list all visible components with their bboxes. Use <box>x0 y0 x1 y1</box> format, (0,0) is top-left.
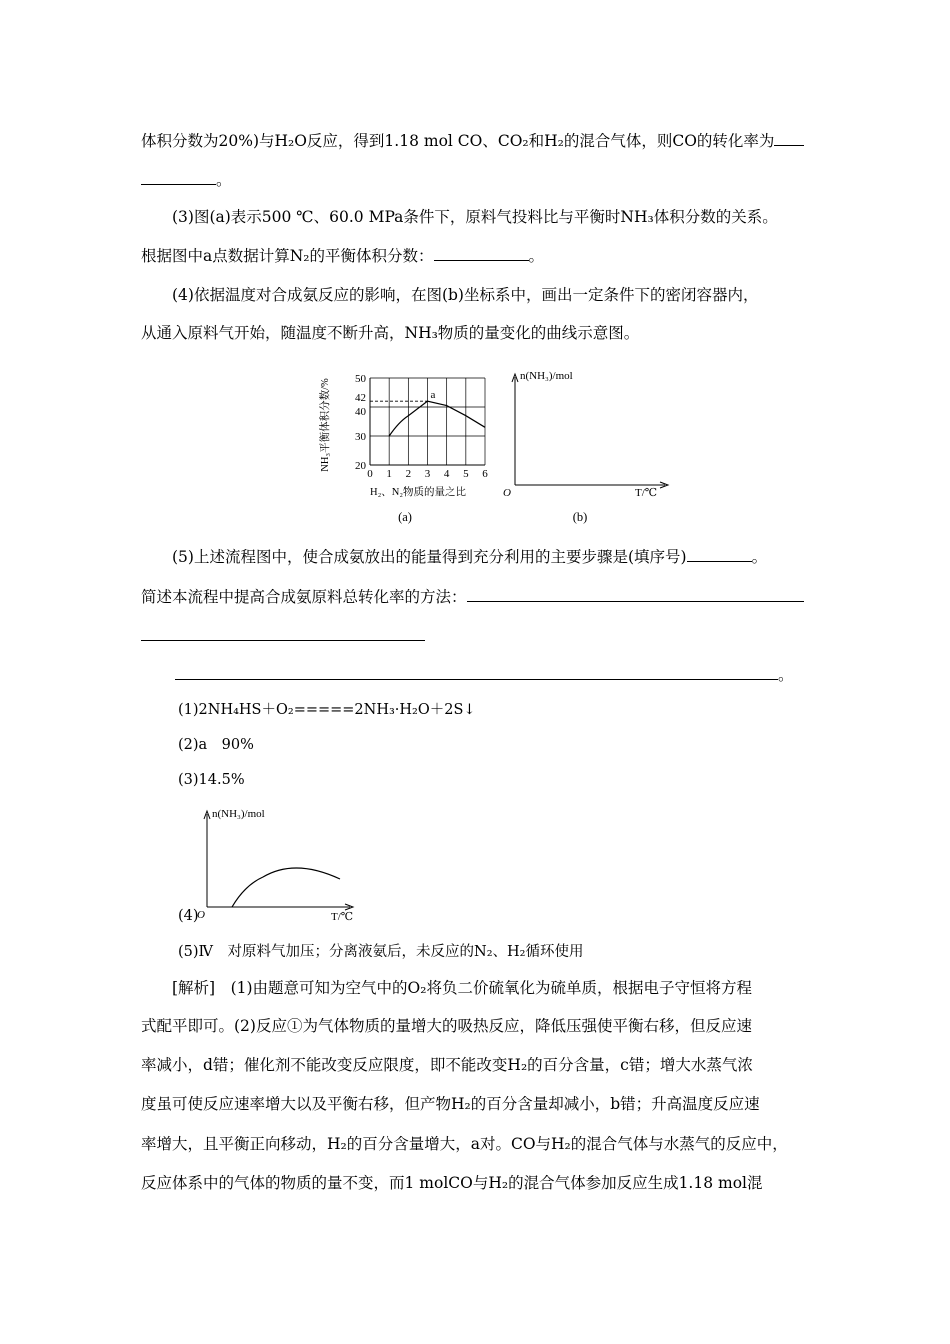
question-5-method: 简述本流程中提高合成氨原料总转化率的方法： <box>141 587 804 607</box>
answer-line <box>175 679 778 680</box>
analysis-line-5: 率增大，且平衡正向移动，H₂的百分含量增大，a对。CO与H₂的混合气体与水蒸气的反应中， <box>141 1135 788 1153</box>
answer-2: (2)a 90% <box>178 737 254 753</box>
figure-caption: (a) <box>398 510 412 524</box>
origin-label: O <box>197 909 205 921</box>
nh3-curve <box>389 401 485 436</box>
x-tick-label: 1 <box>386 468 392 480</box>
grid <box>370 378 485 465</box>
x-tick-label: 3 <box>424 468 431 480</box>
analysis-line-1: [解析] (1)由题意可知为空气中的O₂将负二价硫氧化为硫单质，根据电子守恒将方程 <box>172 979 752 997</box>
y-tick-label: 30 <box>355 431 366 443</box>
question-5-text: (5)上述流程图中，使合成氨放出的能量得到充分利用的主要步骤是(填序号) 。 <box>172 548 768 566</box>
x-tick-label: 6 <box>482 468 488 480</box>
y-tick-label: 40 <box>355 406 366 418</box>
origin-label: O <box>503 487 511 499</box>
analysis-line-3: 率减小，d错；催化剂不能改变反应限度，即不能改变H₂的百分含量，c错；增大水蒸气浓 <box>141 1056 753 1074</box>
y-axis-label: n(NH₃)/mol <box>520 370 573 382</box>
answer-3: (3)14.5% <box>178 772 245 788</box>
y-axis-label: NH₃平衡体积分数/% <box>320 378 331 472</box>
answer-blank <box>141 170 216 185</box>
y-axis-label: n(NH₃)/mol <box>212 808 265 820</box>
question-4-text: (4)依据温度对合成氨反应的影响，在图(b)坐标系中，画出一定条件下的密闭容器内， <box>172 286 759 304</box>
figure-a <box>310 365 500 525</box>
x-tick-label: 2 <box>405 468 412 480</box>
answer-1: (1)2NH₄HS＋O₂=====2NH₃·H₂O＋2S↓ <box>178 702 476 718</box>
x-axis-label: T/℃ <box>331 911 354 923</box>
y-tick-label: 50 <box>355 373 366 385</box>
point-a-label: a <box>430 389 436 402</box>
analysis-line-4: 度虽可使反应速率增大以及平衡右移，但产物H₂的百分含量却减小，b错；升高温度反应速 <box>141 1095 760 1113</box>
answer-blank <box>467 587 804 602</box>
answer-blank <box>434 246 529 261</box>
figure-b <box>500 365 680 525</box>
x-tick-label: 0 <box>367 468 373 480</box>
analysis-line-6: 反应体系中的气体的物质的量不变，而1 molCO与H₂的混合气体参加反应生成1.18 mol混 <box>141 1174 763 1192</box>
x-axis-label: H₂、N₂物质的量之比 <box>370 487 466 498</box>
x-axis-label: T/℃ <box>635 487 658 499</box>
x-tick-label: 5 <box>463 468 469 480</box>
y-tick-label: 20 <box>355 460 366 472</box>
answer-blank <box>774 131 804 146</box>
analysis-line-2: 式配平即可。(2)反应①为气体物质的量增大的吸热反应，降低压强使平衡右移，但反应速 <box>141 1017 752 1035</box>
question-3-prompt: 根据图中a点数据计算N₂的平衡体积分数： 。 <box>141 247 545 265</box>
nh3-curve <box>232 868 340 907</box>
question-4-text-2: 从通入原料气开始，随温度不断升高，NH₃物质的量变化的曲线示意图。 <box>141 324 640 342</box>
y-tick-label: 42 <box>355 392 366 405</box>
answer-4: (4) <box>178 908 199 924</box>
sentence-end: 。 <box>778 666 794 684</box>
answer-5: (5)Ⅳ 对原料气加压；分离液氨后，未反应的N₂、H₂循环使用 <box>178 944 584 960</box>
question-line-2: 。 <box>141 170 232 190</box>
question-3-text: (3)图(a)表示500 ℃、60.0 MPa条件下，原料气投料比与平衡时NH₃体积分数的关系。 <box>172 208 778 226</box>
question-line-1: 体积分数为20%)与H₂O反应，得到1.18 mol CO、CO₂和H₂的混合气体，则CO的转化率为 <box>141 131 804 151</box>
x-tick-label: 4 <box>443 468 450 480</box>
answer-4-figure <box>195 800 365 925</box>
answer-line <box>141 640 425 641</box>
figure-caption: (b) <box>572 510 588 524</box>
answer-blank <box>687 547 752 562</box>
